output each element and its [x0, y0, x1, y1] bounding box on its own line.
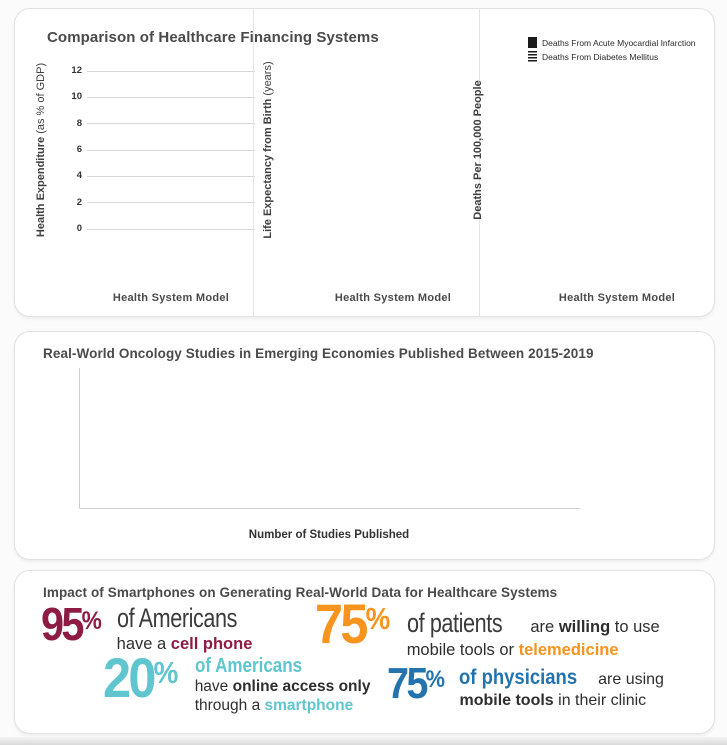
gridline — [87, 229, 255, 230]
y-tick-label: 6 — [76, 144, 82, 155]
page-bottom-shadow — [0, 737, 727, 745]
health-expenditure-plot — [35, 62, 255, 238]
oncology-xlabel: Number of Studies Published — [248, 529, 410, 541]
stat-line: of physicians are using — [459, 666, 664, 689]
legend-item-myocardial — [528, 37, 696, 48]
stat-number: 75% — [387, 659, 445, 708]
legend-label: Deaths From Diabetes Mellitus — [542, 51, 659, 62]
deaths-chart — [472, 9, 715, 316]
oncology-plot — [79, 368, 580, 509]
life-expectancy-plot — [262, 61, 472, 239]
stat-line: have a cell phone — [116, 635, 253, 653]
legend-label: Deaths From Acute Myocardial Infarction — [542, 37, 696, 48]
y-tick-label: 12 — [71, 65, 82, 76]
smartphones-card-title: Impact of Smartphones on Generating Real-World Data for Healthcare Systems — [43, 585, 558, 600]
gridline — [87, 97, 255, 98]
stat-line: through a smartphone — [194, 696, 354, 714]
oncology-card-title: Real-World Oncology Studies in Emerging Economies Published Between 2015-2019 — [43, 346, 594, 361]
y-tick-label: 8 — [76, 117, 82, 129]
deaths-ylabel: Deaths Per 100,000 People — [472, 80, 484, 220]
deaths-chart-legend — [528, 37, 696, 65]
y-tick-label: 10 — [71, 91, 82, 103]
stat-cell-phone — [41, 598, 267, 654]
financing-card-title: Comparison of Healthcare Financing Systems — [47, 29, 379, 46]
health-expenditure-chart — [33, 9, 253, 316]
stat-line: mobile tools or telemedicine — [406, 640, 619, 659]
stat-number: 75% — [315, 592, 390, 655]
y-tick-label: 0 — [76, 223, 82, 234]
gridline — [87, 71, 255, 72]
life-expectancy-xlabel: Health System Model — [334, 292, 452, 304]
life-expectancy-chart — [253, 9, 480, 316]
gridline — [87, 123, 255, 124]
stat-line: have online access only — [194, 678, 371, 695]
health-expenditure-xlabel: Health System Model — [112, 292, 230, 304]
oncology-studies-card — [14, 331, 715, 560]
financing-comparison-card — [14, 8, 715, 317]
y-tick-label: 2 — [76, 196, 82, 208]
deaths-xlabel: Health System Model — [558, 292, 676, 304]
legend-item-diabetes — [528, 51, 696, 62]
stat-lead: of Americans — [194, 655, 302, 677]
deaths-plot — [472, 71, 710, 229]
stat-number: 20% — [103, 646, 178, 709]
stat-number: 95% — [41, 598, 102, 650]
stat-lead: of Americans — [116, 603, 237, 633]
health-expenditure-ylabel: Health Expenditure (as % of GDP) — [35, 62, 47, 238]
stat-physicians — [387, 659, 664, 710]
gridline — [87, 202, 255, 203]
stat-line: mobile tools in their clinic — [459, 691, 647, 709]
gridline — [87, 176, 255, 177]
stat-online-access — [103, 646, 371, 716]
life-expectancy-ylabel: Life Expectancy from Birth (years) — [262, 61, 274, 239]
smartphones-impact-card — [14, 570, 715, 734]
gridline — [87, 150, 255, 151]
solid-swatch-icon — [528, 37, 537, 48]
stat-line: of patients are willing to use — [406, 608, 660, 638]
y-tick-label: 4 — [76, 170, 82, 182]
hatched-swatch-icon — [528, 51, 537, 62]
